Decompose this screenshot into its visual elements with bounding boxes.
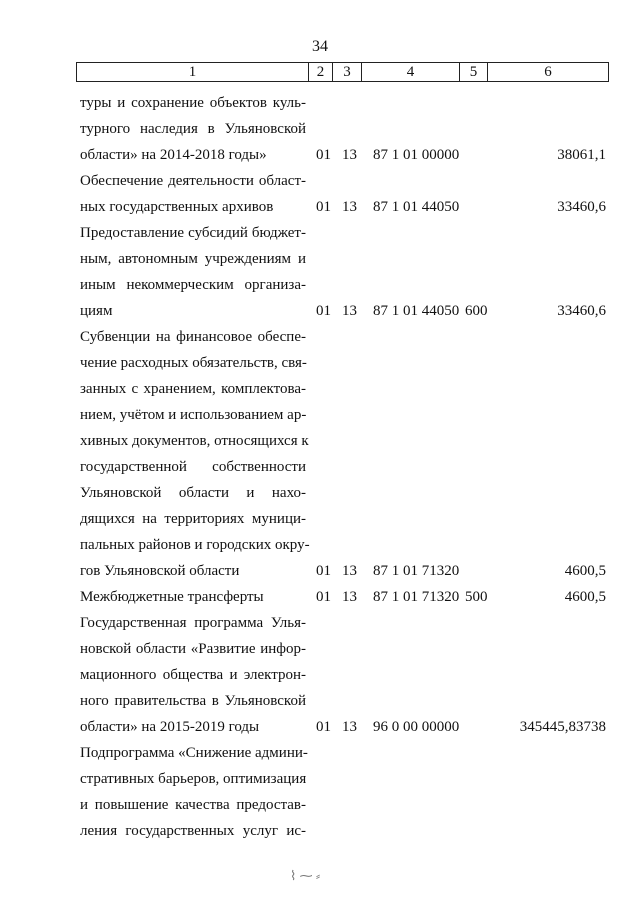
header-col-2: 2: [309, 63, 333, 81]
row-description: ных государственных архивов: [80, 199, 274, 215]
row-cell-c6: 38061,1: [557, 147, 606, 163]
row-cell-c6: 4600,5: [564, 563, 606, 579]
table-row: [0, 350, 640, 376]
row-description: мационного общества и электрон-: [80, 667, 306, 683]
row-cell-c2: 01: [316, 563, 331, 579]
row-description: турного наследия в Ульяновской: [80, 121, 306, 137]
table-row: [0, 90, 640, 116]
table-row: [0, 532, 640, 558]
row-cell-c3: 13: [342, 303, 357, 319]
row-cell-c2: 01: [316, 719, 331, 735]
row-cell-c2: 01: [316, 303, 331, 319]
table-row: [0, 766, 640, 792]
row-description: пальных районов и городских окру-: [80, 537, 310, 553]
row-cell-c4: 87 1 01 00000: [373, 147, 460, 163]
row-description: туры и сохранение объектов куль-: [80, 95, 306, 111]
header-col-5: 5: [460, 63, 488, 81]
table-row: [0, 376, 640, 402]
row-description: ного правительства в Ульяновской: [80, 693, 306, 709]
row-description: Субвенции на финансовое обеспе-: [80, 329, 306, 345]
table-row: [0, 610, 640, 636]
table-row: [0, 818, 640, 844]
row-description: нием, учётом и использованием ар-: [80, 407, 307, 423]
scan-mark-icon: ⌇ ⁓ ⸗: [290, 868, 321, 883]
table-row: [0, 636, 640, 662]
table-row: [0, 428, 640, 454]
table-row: [0, 584, 640, 610]
row-description: дящихся на территориях муници-: [80, 511, 306, 527]
table-row: [0, 688, 640, 714]
row-cell-c3: 13: [342, 199, 357, 215]
table-header: [76, 62, 609, 82]
row-cell-c3: 13: [342, 563, 357, 579]
row-description: хивных документов, относящихся к: [80, 433, 309, 449]
table-row: [0, 506, 640, 532]
row-description: занных с хранением, комплектова-: [80, 381, 306, 397]
table-row: [0, 298, 640, 324]
row-cell-c5: 500: [465, 589, 488, 605]
row-description: ным, автономным учреждениям и: [80, 251, 306, 267]
row-description: новской области «Развитие инфор-: [80, 641, 306, 657]
table-row: [0, 792, 640, 818]
row-description: Подпрограмма «Снижение админи-: [80, 745, 308, 761]
row-description: и повышение качества предостав-: [80, 797, 306, 813]
table-row: [0, 662, 640, 688]
row-description: Предоставление субсидий бюджет-: [80, 225, 306, 241]
header-col-6: 6: [544, 64, 552, 80]
row-cell-c4: 87 1 01 71320: [373, 563, 460, 579]
row-cell-c6: 33460,6: [557, 199, 606, 215]
row-description: области» на 2015-2019 годы: [80, 719, 260, 735]
row-description: Межбюджетные трансферты: [80, 589, 264, 605]
row-cell-c2: 01: [316, 589, 331, 605]
row-cell-c4: 87 1 01 44050: [373, 199, 460, 215]
table-row: [0, 142, 640, 168]
row-description: Государственная программа Улья-: [80, 615, 306, 631]
row-description: гов Ульяновской области: [80, 563, 240, 579]
row-cell-c4: 96 0 00 00000: [373, 719, 460, 735]
row-cell-c6: 33460,6: [557, 303, 606, 319]
header-col-4: 4: [362, 63, 460, 81]
table-row: [0, 168, 640, 194]
table-row: [0, 220, 640, 246]
table-row: [0, 740, 640, 766]
row-cell-c6: 345445,83738: [519, 719, 606, 735]
row-description: области» на 2014-2018 годы»: [80, 147, 267, 163]
row-description: ления государственных услуг ис-: [80, 823, 306, 839]
table-row: [0, 402, 640, 428]
header-col-1: 1: [77, 63, 309, 81]
table-row: [0, 558, 640, 584]
table-row: [0, 480, 640, 506]
row-description: Обеспечение деятельности област-: [80, 173, 306, 189]
row-cell-c4: 87 1 01 71320: [373, 589, 460, 605]
table-row: [0, 194, 640, 220]
table-row: [0, 272, 640, 298]
row-description: стративных барьеров, оптимизация: [80, 771, 307, 787]
table-row: [0, 246, 640, 272]
row-cell-c4: 87 1 01 44050: [373, 303, 460, 319]
header-col-3: 3: [333, 63, 362, 81]
row-cell-c2: 01: [316, 147, 331, 163]
table-row: [0, 116, 640, 142]
row-cell-c2: 01: [316, 199, 331, 215]
row-cell-c6: 4600,5: [564, 589, 606, 605]
row-cell-c5: 600: [465, 303, 488, 319]
row-cell-c3: 13: [342, 589, 357, 605]
table-row: [0, 324, 640, 350]
table-row: [0, 454, 640, 480]
table-row: [0, 714, 640, 740]
row-description: циям: [80, 303, 113, 319]
row-description: иным некоммерческим организа-: [80, 277, 306, 293]
row-description: государственной собственности: [80, 459, 306, 475]
row-cell-c3: 13: [342, 147, 357, 163]
page-number: 34: [312, 38, 328, 55]
row-cell-c3: 13: [342, 719, 357, 735]
row-description: Ульяновской области и нахо-: [80, 485, 306, 501]
row-description: чение расходных обязательств, свя-: [80, 355, 307, 371]
